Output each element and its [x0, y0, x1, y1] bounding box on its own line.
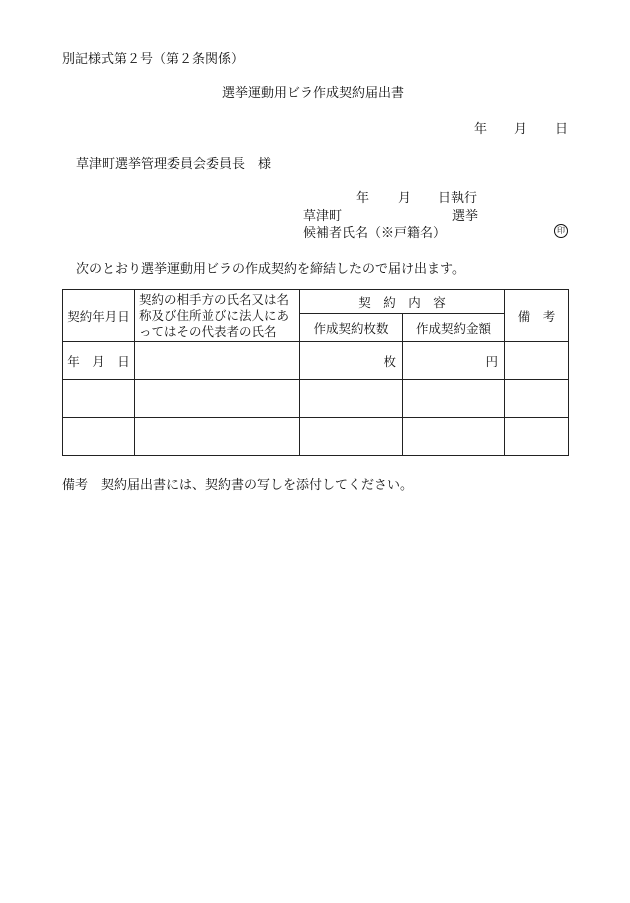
page-title: 選挙運動用ビラ作成契約届出書	[222, 86, 405, 101]
submit-year: 年	[474, 122, 488, 137]
row-count-cell[interactable]	[300, 380, 403, 418]
row-remarks-cell[interactable]	[505, 418, 569, 456]
candidate-label: 候補者氏名（※戸籍名）	[303, 226, 447, 241]
town-name: 草津町	[303, 209, 343, 224]
header-copy-count: 作成契約枚数	[300, 314, 403, 342]
exec-month: 月	[398, 191, 412, 206]
note-text: 備考 契約届出書には、契約書の写しを添付してください。	[62, 478, 414, 493]
row-party-cell[interactable]	[135, 380, 300, 418]
row-amount-cell[interactable]	[403, 418, 505, 456]
row-remarks-cell[interactable]	[505, 380, 569, 418]
row-amount-cell[interactable]	[403, 380, 505, 418]
row-remarks-cell[interactable]	[505, 342, 569, 380]
header-contract-contents: 契 約 内 容	[300, 290, 505, 314]
exec-year: 年	[356, 191, 370, 206]
contract-table	[62, 289, 569, 456]
table-row	[63, 380, 569, 418]
row-date-cell[interactable]: 年 月 日	[63, 342, 135, 380]
body-text: 次のとおり選挙運動用ビラの作成契約を締結したので届け出ます。	[76, 262, 465, 277]
submit-month: 月	[514, 122, 528, 137]
row-date-cell[interactable]	[63, 418, 135, 456]
table-row	[63, 342, 569, 380]
election-label: 選挙	[452, 209, 479, 224]
exec-day: 日執行	[438, 191, 478, 206]
row-count-cell[interactable]: 枚	[300, 342, 403, 380]
row-party-cell[interactable]	[135, 342, 300, 380]
header-contract-amount: 作成契約金額	[403, 314, 505, 342]
seal-mark: 印	[554, 222, 568, 238]
table-row	[63, 418, 569, 456]
row-date-cell[interactable]	[63, 380, 135, 418]
row-amount-cell[interactable]: 円	[403, 342, 505, 380]
row-count-cell[interactable]	[300, 418, 403, 456]
form-label: 別記様式第２号（第２条関係）	[62, 52, 245, 67]
header-contract-party: 契約の相手方の氏名又は名称及び住所並びに法人にあってはその代表者の氏名	[135, 290, 300, 342]
addressee: 草津町選挙管理委員会委員長 様	[76, 157, 272, 172]
submit-day: 日	[555, 122, 569, 137]
header-remarks: 備 考	[505, 290, 569, 342]
row-party-cell[interactable]	[135, 418, 300, 456]
header-contract-date: 契約年月日	[63, 290, 135, 342]
